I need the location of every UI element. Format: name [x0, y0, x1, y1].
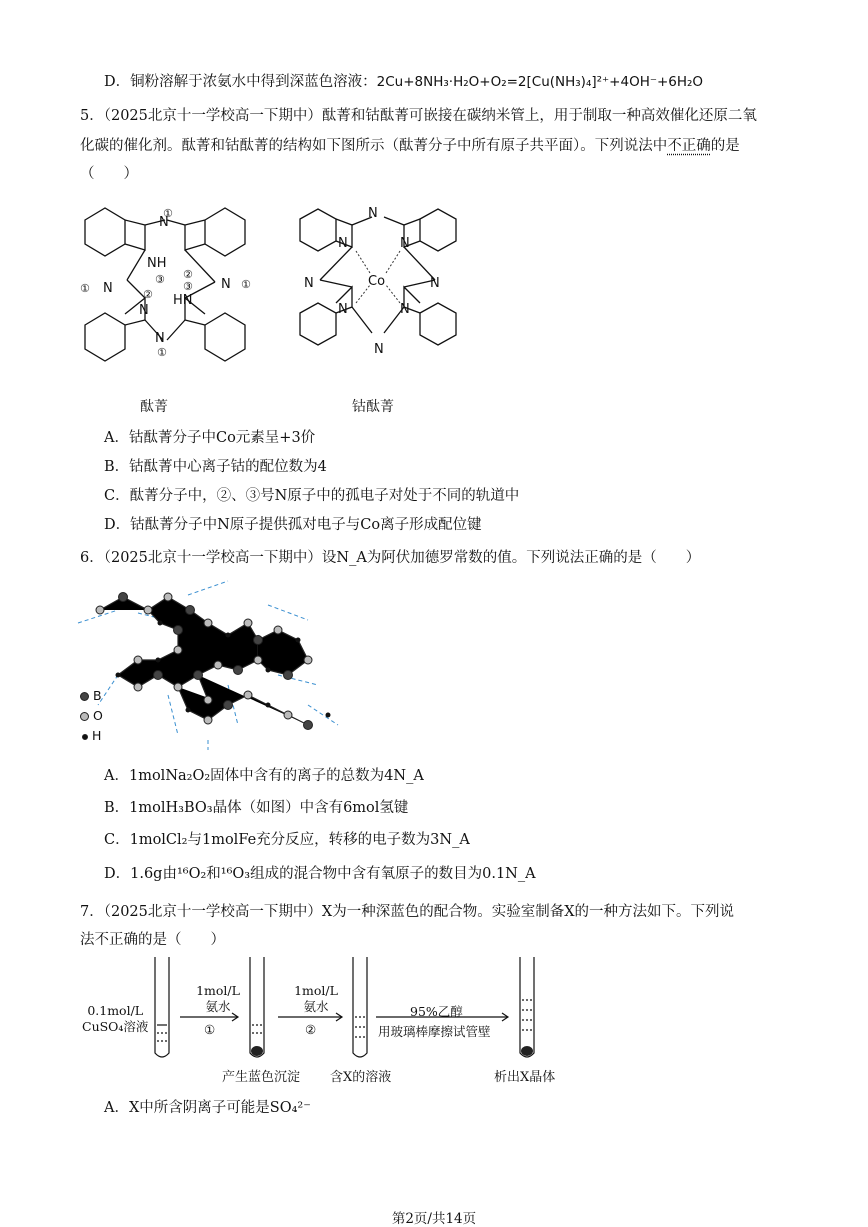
boric-acid-crystal-figure [78, 575, 338, 750]
phth-label-3-left: ③ [155, 273, 165, 286]
q6-stem: 6．（2025北京十一学校高一下期中）设N_A为阿伏加德罗常数的值。下列说法正确的是（ ） [80, 550, 701, 566]
phth-n-left: N [103, 281, 113, 296]
cobalt-phthalocyanine-caption: 钴酞菁 [352, 399, 394, 415]
legend-boron-label: B [93, 688, 102, 703]
q5-stem-emphasis: 不正确 [667, 138, 711, 154]
phth-n-top: N [159, 215, 169, 230]
phthalocyanine-caption: 酞菁 [140, 399, 168, 415]
cophth-n-inner-tr: N [400, 236, 410, 251]
step3-reagent: 95%乙醇 [410, 1004, 463, 1019]
cophth-n-top: N [368, 206, 378, 221]
q5-stem-line2b: 的是 [710, 138, 740, 154]
q5-option-d: D．钴酞菁分子中N原子提供孤对电子与Co离子形成配位键 [104, 517, 482, 533]
tube4-caption: 析出X晶体 [494, 1070, 556, 1085]
q4-option-d-text: 铜粉溶解于浓氨水中得到深蓝色溶液： [130, 74, 377, 90]
legend-hydrogen-label: H [92, 728, 102, 743]
tube3-caption: 含X的溶液 [330, 1070, 392, 1085]
cophth-n-inner-tl: N [338, 236, 348, 251]
q5-stem-line2a: 化碳的催化剂。酞菁和钴酞菁的结构如下图所示（酞菁分子中所有原子共平面）。下列说法中 [80, 138, 668, 154]
cophth-n-inner-bl: N [338, 302, 348, 317]
test-tube-1 [155, 957, 169, 1057]
cophth-n-right: N [430, 276, 440, 291]
phth-n-right: N [221, 277, 231, 292]
start-reagent: CuSO₄溶液 [82, 1019, 149, 1034]
legend-oxygen [80, 708, 103, 723]
test-tube-4 [520, 957, 534, 1057]
page-footer: 第2页/共14页 [391, 1211, 477, 1227]
cobalt-center: Co [368, 274, 386, 289]
phth-nh: NH [147, 256, 167, 271]
q7-stem-line1: 7．（2025北京十一学校高一下期中）X为一种深蓝色的配合物。实验室制备X的一种方法如下。下列说 [80, 904, 735, 920]
q6-option-b: B．1molH₃BO₃晶体（如图）中含有6mol氢键 [104, 800, 409, 816]
legend-hydrogen [80, 728, 101, 743]
phth-label-1-top: ① [163, 207, 173, 220]
q6-option-a: A．1molNa₂O₂固体中含有的离子的总数为4N_A [104, 768, 424, 784]
q6-option-c: C．1molCl₂与1molFe充分反应，转移的电子数为3N_A [104, 832, 470, 848]
q5-option-b: B．钴酞菁中心离子钴的配位数为4 [104, 459, 327, 475]
oxygen-dot-icon [80, 712, 89, 721]
step2-number: ② [305, 1022, 317, 1037]
phth-label-2-left: ② [143, 288, 153, 301]
step1-reagent-name: 氨水 [205, 999, 231, 1014]
start-solution-label [82, 1003, 148, 1035]
legend-oxygen-label: O [93, 708, 103, 723]
step1-reagent [190, 983, 246, 1015]
q7-stem-line2: 法不正确的是（ ） [80, 932, 225, 948]
step2-reagent [288, 983, 344, 1015]
phth-label-1-left: ① [80, 282, 90, 295]
start-concentration: 0.1mol/L [87, 1003, 144, 1018]
cobalt-phthalocyanine-structure [290, 195, 490, 365]
benzene-ring-bl [85, 313, 125, 361]
legend-boron [80, 688, 102, 703]
phth-n-bottom: N [155, 331, 165, 346]
cophth-n-inner-br: N [400, 302, 410, 317]
benzene-ring-br [205, 313, 245, 361]
boron-dot-icon [80, 692, 89, 701]
benzene-ring-tl [85, 208, 125, 256]
q4-option-d-label: D． [104, 74, 131, 90]
q5-answer-brackets: （ ） [80, 166, 138, 182]
test-tube-3 [353, 957, 367, 1057]
q5-option-a: A．钴酞菁分子中Co元素呈+3价 [104, 430, 316, 446]
q5-option-c: C．酞菁分子中，②、③号N原子中的孤电子对处于不同的轨道中 [104, 488, 520, 504]
tube2-caption: 产生蓝色沉淀 [222, 1070, 301, 1085]
phth-hn: HN [173, 293, 193, 308]
step1-concentration: 1mol/L [196, 983, 240, 998]
phth-n-inner-left: N [139, 303, 149, 318]
phthalocyanine-structure [75, 190, 275, 380]
hydrogen-dot-icon [82, 734, 88, 740]
test-tube-2 [250, 957, 264, 1057]
step2-concentration: 1mol/L [294, 983, 338, 998]
q7-option-a: A．X中所含阴离子可能是SO₄²⁻ [104, 1100, 311, 1116]
phth-label-3-right: ③ [183, 280, 193, 293]
q4-option-d-equation: 2Cu+8NH₃·H₂O+O₂=2[Cu(NH₃)₄]²⁺+4OH⁻+6H₂O [376, 74, 704, 90]
step2-reagent-name: 氨水 [303, 999, 329, 1014]
step1-number: ① [204, 1022, 216, 1037]
phth-label-2-right: ② [183, 268, 193, 281]
q5-stem-line1: 5．（2025北京十一学校高一下期中）酞菁和钴酞菁可嵌接在碳纳米管上，用于制取一种高效催化还原二氧 [80, 108, 757, 124]
q6-option-d: D．1.6g由¹⁶O₂和¹⁶O₃组成的混合物中含有氧原子的数目为0.1N_A [104, 866, 536, 882]
q4-option-d [104, 72, 703, 92]
cophth-n-bottom: N [374, 342, 384, 357]
phth-label-1-bottom: ① [157, 346, 167, 359]
q5-stem-line2 [80, 136, 740, 156]
cophth-n-left: N [304, 276, 314, 291]
phth-label-1-right: ① [241, 278, 251, 291]
step3-procedure: 用玻璃棒摩擦试管壁 [378, 1024, 491, 1039]
benzene-ring-tr [205, 208, 245, 256]
